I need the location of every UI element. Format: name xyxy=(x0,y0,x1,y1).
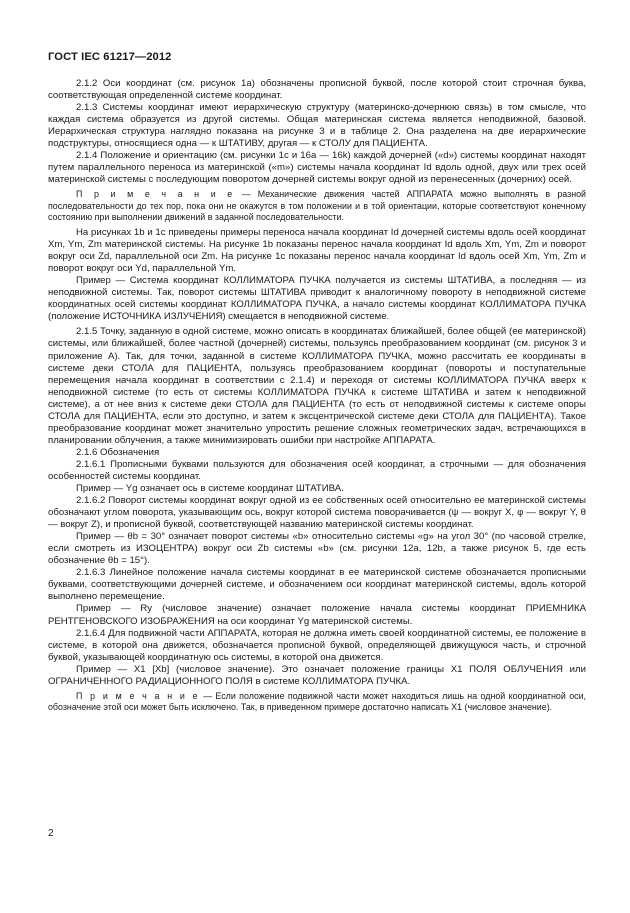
example-collimator: Пример — Система координат КОЛЛИМАТОРА ПУЧКА получается из системы ШТАТИВА, а последняя — из неподвижной системы. Так, поворот системы ШТАТИВА приводит к аналогичному повороту в неподвижной системе координатных осей системы координат КОЛЛИМАТОРА ПУЧКА, а начало системы координат КОЛЛИМАТОРА ПУЧКА (положение ИСТОЧНИКА ИЗЛУЧЕНИЯ) смещается в неподвижной системе. xyxy=(48,275,586,323)
paragraph-2-1-6-3: 2.1.6.3 Линейное положение начала системы координат в ее материнской системе обозначается прописными буквами, соответствующими дочерней системе, и обозначением оси координат материнской системы, вдоль которой выполнено перемещение. xyxy=(48,567,586,603)
document-body xyxy=(48,78,586,717)
example-yg: Пример — Yg означает ось в системе координат ШТАТИВА. xyxy=(76,483,344,495)
paragraph-2-1-4: 2.1.4 Положение и ориентацию (см. рисунки 1с и 16а — 16k) каждой дочерней («d») системы координат находят путем параллельного переноса из материнской («m») системы начала координат Id вдоль одной, двух или трех осей материнской системы с последующим поворотом дочерней системы вокруг одной из перенесенных (дочерних) осей. xyxy=(48,150,586,186)
paragraph-2-1-6-1: 2.1.6.1 Прописными буквами пользуются для обозначения осей координат, а строчными — для обозначения особенностей системы координат. xyxy=(48,458,586,482)
paragraph-2-1-6-4: 2.1.6.4 Для подвижной части АППАРАТА, которая не должна иметь своей координатной системы, ее положение в системе, в которой она движется, обозначается прописной буквой, определяющей движущуюся часть, и строчной буквой, указывающей координатную ось системы, в которой она движется. xyxy=(48,627,586,663)
example-ry: Пример — Ry (числовое значение) означает положение начала системы координат ПРИЕМНИКА РЕНТГЕНОВСКОГО ИЗОБРАЖЕНИЯ на оси координат Yg материнской системы. xyxy=(48,603,586,627)
heading-2-1-6: 2.1.6 Обозначения xyxy=(76,446,160,458)
note-text: — Механические движения частей АППАРАТА можно выполнять в разной последовательности до тех пор, пока они не окажутся в том положении и в той ориентации, которые соответствуют конечному состоянию при выполнении движений в заданной последовательности. xyxy=(48,189,586,222)
example-x1: Пример — X1 [Xb] (числовое значение). Это означает положение границы X1 ПОЛЯ ОБЛУЧЕНИЯ или ОГРАНИЧЕННОГО РАДИАЦИОННОГО ПОЛЯ в системе КОЛЛИМАТОРА ПУЧКА. xyxy=(48,663,586,687)
note-label: П р и м е ч а н и е xyxy=(76,189,235,200)
document-header: ГОСТ IEC 61217—2012 xyxy=(48,51,172,63)
note-label: П р и м е ч а н и е xyxy=(76,690,200,701)
paragraph-2-1-6-2: 2.1.6.2 Поворот системы координат вокруг одной из ее собственных осей относительно ее материнской системы обозначают углом поворота, указывающим ось, вокруг которой система поворачивается (ψ — вокруг X, φ — вокруг Y, θ — вокруг Z), и прописной буквой, соответствующей названию материнской системы координат. xyxy=(48,495,586,531)
paragraph-transfer-examples: На рисунках 1b и 1с приведены примеры переноса начала координат Id дочерней системы вдоль осей координат Xm, Ym, Zm материнской системы. На рисунке 1b показаны перенос начала координат Id вдоль Xm, Ym, Zm и поворот вокруг оси Zd, параллельной оси Zm. На рисунке 1с показаны перенос начала координат Id вдоль осей Xm, Ym, Zm и поворот вокруг оси Yd, параллельной Ym. xyxy=(48,227,586,275)
note-text: — Если положение подвижной части может находиться лишь на одной координатной оси, обозначение этой оси может быть исключено. Так, в приведенном примере достаточно написать X1 (числовое значение). xyxy=(48,690,586,713)
note-block-2 xyxy=(48,691,586,713)
paragraph-2-1-2: 2.1.2 Оси координат (см. рисунок 1а) обозначены прописной буквой, после которой стоит строчная буква, соответствующая определенной системе координат. xyxy=(48,78,586,102)
example-theta: Пример — θb = 30° означает поворот системы «b» относительно системы «g» на угол 30° (по часовой стрелке, если смотреть из ИЗОЦЕНТРА) вокруг оси Zb системы «b» (см. рисунки 12a, 12b, а также рисунок 5, где есть обозначение θb = 15°). xyxy=(48,531,586,567)
note-block-1 xyxy=(48,189,586,223)
paragraph-2-1-5: 2.1.5 Точку, заданную в одной системе, можно описать в координатах ближайшей, более общей (ее материнской) системы, или ближайшей, более частной (дочерней) системы, пользуясь преобразованием координат (см. рисунок 3 и приложение А). Так, для точки, заданной в системе КОЛЛИМАТОРА ПУЧКА, можно рассчитать ее координаты в системе деки СТОЛА для ПАЦИЕНТА, пользуясь преобразованием координат (повороты и поступательные перемещения начала координат в соответствии с 2.1.4) и переходя от системы КОЛЛИМАТОРА ПУЧКА вверх к неподвижной системе (то есть от системы КОЛЛИМАТОРА ПУЧКА к системе ШТАТИВА и затем к неподвижной системе), а от нее вниз к системе деки СТОЛА для ПАЦИЕНТА (то есть от неподвижной системы к системе опоры СТОЛА для ПАЦИЕНТА, если это доступно, и затем к эксцентрической системе деки СТОЛА для ПАЦИЕНТА). Такое преобразование координат может значительно упростить решение сложных геометрических задач, встречающихся в планировании облучения, а также минимизировать ошибки при настройке АППАРАТА. xyxy=(48,326,586,446)
page-number: 2 xyxy=(48,828,54,839)
paragraph-2-1-3: 2.1.3 Системы координат имеют иерархическую структуру (материнско-дочернюю связь) в том смысле, что каждая система образуется из другой системы. Общая материнская система является неподвижной, базовой. Иерархическая структура наглядно показана на рисунке 3 и в таблице 2. Она разделена на две иерархические подструктуры, относящиеся одна — к ШТАТИВУ, другая — к СТОЛУ для ПАЦИЕНТА. xyxy=(48,102,586,150)
